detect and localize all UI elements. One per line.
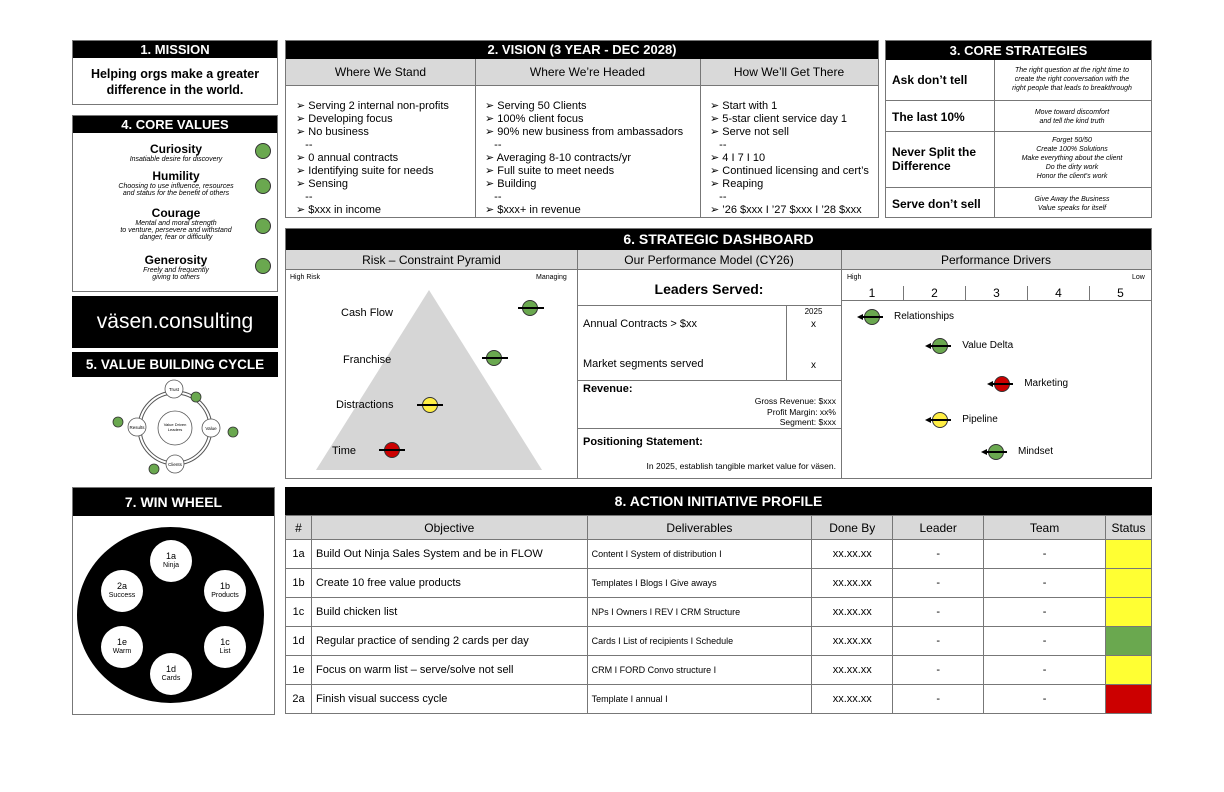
value-item-humility bbox=[103, 169, 249, 197]
list-item: -- bbox=[494, 139, 502, 151]
strategy-desc: Move toward discomfort and tell the kind truth bbox=[1034, 109, 1110, 125]
value-cycle-node-label: Results bbox=[129, 425, 145, 430]
list-item: ➢ Building bbox=[485, 178, 537, 190]
list-item: ➢ ’26 $xxx I ’27 $xxx I ’28 $xxx bbox=[710, 204, 862, 216]
driver-arrowhead-icon bbox=[925, 417, 931, 423]
value-cycle-node-label: Clients bbox=[168, 462, 182, 467]
value-cycle-center-label: Leaders bbox=[167, 427, 183, 432]
value-desc: Insatiable desire for discovery bbox=[129, 156, 223, 163]
wheel-node: 1b Products bbox=[204, 570, 246, 612]
driver-label: Value Delta bbox=[962, 340, 1014, 351]
row-leader: - bbox=[893, 627, 984, 656]
vision-col-headed-title: Where We’re Headed bbox=[475, 59, 700, 86]
win-wheel-header: 7. WIN WHEEL bbox=[73, 488, 274, 516]
value-item-generosity bbox=[103, 253, 249, 281]
row-done-by: xx.xx.xx bbox=[812, 569, 893, 598]
dashboard-header: 6. STRATEGIC DASHBOARD bbox=[286, 229, 1151, 250]
col-header: Done By bbox=[812, 516, 893, 540]
strategy-row bbox=[886, 100, 1151, 131]
list-item: ➢ Averaging 8-10 contracts/yr bbox=[485, 152, 631, 164]
value-desc: Mental and moral strength bbox=[135, 220, 217, 227]
value-item-curiosity bbox=[103, 142, 249, 163]
vision-col-get-there-title: How We’ll Get There bbox=[700, 59, 878, 86]
table-row bbox=[286, 569, 1152, 598]
value-cycle-node-label: Value bbox=[205, 426, 217, 431]
list-item: ➢ 100% client focus bbox=[485, 113, 584, 125]
value-name: Curiosity bbox=[149, 142, 202, 156]
list-item: ➢ Serve not sell bbox=[710, 126, 789, 138]
row-deliverables: Cards I List of recipients I Schedule bbox=[587, 627, 812, 656]
action-profile-header: 8. ACTION INITIATIVE PROFILE bbox=[285, 487, 1152, 515]
wheel-node: 1e Warm bbox=[101, 626, 143, 668]
value-desc: and status for the benefit of others bbox=[122, 190, 230, 197]
positioning-text: In 2025, establish tangible market value for väsen. bbox=[646, 461, 836, 471]
drivers-scale-tick: 2 bbox=[903, 286, 965, 300]
row-done-by: xx.xx.xx bbox=[812, 540, 893, 569]
row-team: - bbox=[984, 540, 1106, 569]
list-item: ➢ Identifying suite for needs bbox=[296, 165, 434, 177]
revenue-line: Gross Revenue: $xxx bbox=[754, 396, 836, 406]
perf-year-label: 2025 bbox=[804, 307, 823, 316]
driver-label: Relationships bbox=[894, 311, 955, 322]
pyramid-title: Risk – Constraint Pyramid bbox=[286, 250, 577, 270]
strategy-row bbox=[886, 60, 1151, 100]
row-number: 1d bbox=[286, 627, 312, 656]
vision-col-stand-title: Where We Stand bbox=[286, 59, 475, 86]
list-item: ➢ 0 annual contracts bbox=[296, 152, 399, 164]
list-item: ➢ Start with 1 bbox=[710, 100, 778, 112]
driver-label: Marketing bbox=[1024, 378, 1069, 389]
strategy-desc: Forget 50/50 Create 100% Solutions Make everything about the client Do the dirty work Honor the client’s work bbox=[1021, 137, 1123, 180]
list-item: ➢ No business bbox=[296, 126, 369, 138]
driver-arrowhead-icon bbox=[981, 449, 987, 455]
list-item: ➢ Continued licensing and cert’s bbox=[710, 165, 869, 177]
strategy-name: Never Split the Difference bbox=[892, 145, 977, 173]
perf-model-title: Our Performance Model (CY26) bbox=[577, 250, 841, 270]
list-item: ➢ 4 I 7 I 10 bbox=[710, 152, 766, 164]
row-status bbox=[1105, 569, 1151, 598]
row-done-by: xx.xx.xx bbox=[812, 598, 893, 627]
brand-logo bbox=[72, 296, 278, 348]
revenue-title: Revenue: bbox=[583, 383, 633, 395]
list-item: ➢ Reaping bbox=[710, 178, 764, 190]
mission-statement: Helping orgs make a greater difference in the world. bbox=[90, 67, 260, 97]
perf-row-value: x bbox=[811, 319, 816, 330]
row-deliverables: Template I annual I bbox=[587, 685, 812, 714]
value-cycle-status-dot bbox=[149, 464, 159, 474]
value-name: Humility bbox=[152, 169, 200, 183]
list-item: -- bbox=[305, 139, 313, 151]
row-team: - bbox=[984, 627, 1106, 656]
vision-list-headed bbox=[485, 100, 683, 217]
driver-arrowhead-icon bbox=[857, 314, 863, 320]
value-desc: danger, fear or difficulty bbox=[139, 234, 213, 241]
driver-arrowhead-icon bbox=[925, 343, 931, 349]
row-objective: Regular practice of sending 2 cards per day bbox=[311, 627, 587, 656]
win-wheel-disc bbox=[77, 527, 264, 703]
table-row bbox=[286, 598, 1152, 627]
table-row bbox=[286, 540, 1152, 569]
table-row bbox=[286, 656, 1152, 685]
col-header: Status bbox=[1105, 516, 1151, 540]
list-item: -- bbox=[305, 191, 313, 203]
core-values-panel bbox=[72, 115, 278, 292]
driver-label: Mindset bbox=[1018, 446, 1054, 457]
wheel-node: 1c List bbox=[204, 626, 246, 668]
wheel-node: 1a Ninja bbox=[150, 540, 192, 582]
revenue-line: Profit Margin: xx% bbox=[767, 406, 836, 417]
col-header: Team bbox=[984, 516, 1106, 540]
row-done-by: xx.xx.xx bbox=[812, 627, 893, 656]
row-team: - bbox=[984, 598, 1106, 627]
list-item: ➢ Serving 2 internal non-profits bbox=[296, 100, 449, 112]
action-profile-table bbox=[285, 515, 1152, 714]
row-number: 1a bbox=[286, 540, 312, 569]
row-status bbox=[1105, 598, 1151, 627]
value-desc: to venture, persevere and withstand bbox=[120, 227, 232, 234]
value-desc: Choosing to use influence, resources bbox=[118, 183, 234, 190]
strategy-desc: Give Away the Business Value speaks for itself bbox=[1034, 196, 1110, 212]
vision-panel bbox=[285, 40, 879, 218]
pyramid-marker bbox=[482, 357, 508, 359]
core-strategies-header: 3. CORE STRATEGIES bbox=[886, 41, 1151, 60]
value-desc: giving to others bbox=[152, 274, 200, 281]
drivers-low-label: Low bbox=[1132, 274, 1145, 281]
table-row bbox=[286, 627, 1152, 656]
value-cycle-svg bbox=[72, 378, 278, 478]
mission-panel bbox=[72, 40, 278, 105]
value-status-dot bbox=[255, 258, 271, 274]
row-objective: Create 10 free value products bbox=[311, 569, 587, 598]
row-deliverables: Templates I Blogs I Give aways bbox=[587, 569, 812, 598]
row-number: 2a bbox=[286, 685, 312, 714]
driver-arrowhead-icon bbox=[987, 381, 993, 387]
list-item: ➢ $xxx in income bbox=[296, 204, 382, 216]
row-number: 1b bbox=[286, 569, 312, 598]
drivers-scale-tick: 4 bbox=[1027, 286, 1089, 300]
win-wheel-panel bbox=[72, 487, 275, 715]
strategy-name: Ask don’t tell bbox=[892, 73, 968, 87]
perf-row-value: x bbox=[811, 360, 816, 371]
value-item-courage bbox=[103, 206, 249, 241]
row-objective: Build Out Ninja Sales System and be in FLOW bbox=[311, 540, 587, 569]
vision-list-get-there bbox=[710, 100, 869, 217]
pyramid-high-risk-label: High Risk bbox=[290, 274, 320, 281]
row-status bbox=[1105, 685, 1151, 714]
leaders-served-title: Leaders Served: bbox=[654, 281, 764, 297]
strategy-name: The last 10% bbox=[892, 110, 965, 124]
drivers-high-label: High bbox=[847, 274, 862, 281]
drivers-title: Performance Drivers bbox=[841, 250, 1151, 270]
row-leader: - bbox=[893, 685, 984, 714]
dashboard-panel bbox=[285, 228, 1152, 479]
row-status bbox=[1105, 627, 1151, 656]
value-cycle-status-dot bbox=[228, 427, 238, 437]
value-cycle-node-label: Trust bbox=[168, 387, 180, 392]
value-name: Generosity bbox=[144, 253, 208, 267]
perf-row-label: Market segments served bbox=[583, 358, 704, 370]
value-cycle-center-label: Value Driven bbox=[163, 422, 187, 427]
row-leader: - bbox=[893, 598, 984, 627]
pyramid-label: Time bbox=[332, 445, 357, 457]
row-leader: - bbox=[893, 540, 984, 569]
row-leader: - bbox=[893, 569, 984, 598]
strategy-row bbox=[886, 131, 1151, 187]
list-item: ➢ 90% new business from ambassadors bbox=[485, 126, 684, 138]
core-values-header: 4. CORE VALUES bbox=[73, 116, 277, 133]
strategy-desc: The right question at the right time to create the right conversation with the right people that leads to breakthrough bbox=[1012, 67, 1132, 92]
value-name: Courage bbox=[151, 206, 201, 220]
list-item: ➢ Serving 50 Clients bbox=[485, 100, 587, 112]
row-deliverables: NPs I Owners I REV I CRM Structure bbox=[587, 598, 812, 627]
revenue-line: Segment: $xxx bbox=[779, 417, 836, 427]
list-item: -- bbox=[719, 191, 727, 203]
pyramid-marker bbox=[417, 404, 443, 406]
drivers-scale bbox=[841, 284, 1151, 301]
vision-list-stand bbox=[296, 100, 449, 217]
drivers-area bbox=[841, 301, 1151, 477]
table-header-row bbox=[286, 516, 1152, 540]
value-status-dot bbox=[255, 178, 271, 194]
col-header: Leader bbox=[893, 516, 984, 540]
row-done-by: xx.xx.xx bbox=[812, 685, 893, 714]
row-objective: Focus on warm list – serve/solve not sell bbox=[311, 656, 587, 685]
value-cycle-diagram bbox=[72, 378, 278, 478]
wheel-node: 1d Cards bbox=[150, 653, 192, 695]
row-team: - bbox=[984, 656, 1106, 685]
row-objective: Build chicken list bbox=[311, 598, 587, 627]
pyramid-label: Distractions bbox=[336, 399, 394, 411]
table-row bbox=[286, 685, 1152, 714]
value-desc: Freely and frequently bbox=[143, 267, 209, 274]
col-header: Objective bbox=[311, 516, 587, 540]
list-item: ➢ Developing focus bbox=[296, 113, 393, 125]
value-status-dot bbox=[255, 143, 271, 159]
row-team: - bbox=[984, 685, 1106, 714]
positioning-title: Positioning Statement: bbox=[583, 436, 703, 448]
row-status bbox=[1105, 540, 1151, 569]
strategy-row bbox=[886, 187, 1151, 218]
wheel-node: 2a Success bbox=[101, 570, 143, 612]
list-item: -- bbox=[494, 191, 502, 203]
pyramid-label: Franchise bbox=[343, 354, 392, 366]
pyramid-label: Cash Flow bbox=[341, 307, 393, 319]
list-item: ➢ 5-star client service day 1 bbox=[710, 113, 847, 125]
drivers-scale-tick: 1 bbox=[868, 286, 876, 300]
driver-label: Pipeline bbox=[962, 414, 998, 425]
drivers-scale-tick: 3 bbox=[965, 286, 1027, 300]
row-objective: Finish visual success cycle bbox=[311, 685, 587, 714]
row-deliverables: Content I System of distribution I bbox=[587, 540, 812, 569]
row-number: 1c bbox=[286, 598, 312, 627]
perf-row-label: Annual Contracts > $xx bbox=[583, 318, 698, 330]
brand-name: väsen.consulting bbox=[96, 310, 254, 333]
value-status-dot bbox=[255, 218, 271, 234]
value-cycle-status-dot bbox=[191, 392, 201, 402]
value-cycle-status-dot bbox=[113, 417, 123, 427]
row-deliverables: CRM I FORD Convo structure I bbox=[587, 656, 812, 685]
row-number: 1e bbox=[286, 656, 312, 685]
strategy-name: Serve don’t sell bbox=[892, 197, 981, 211]
col-header: # bbox=[286, 516, 312, 540]
revenue-lines bbox=[686, 396, 836, 428]
row-status bbox=[1105, 656, 1151, 685]
core-strategies-panel bbox=[885, 40, 1152, 218]
row-team: - bbox=[984, 569, 1106, 598]
mission-header: 1. MISSION bbox=[73, 41, 277, 58]
pyramid-marker bbox=[518, 307, 544, 309]
list-item: ➢ $xxx+ in revenue bbox=[485, 204, 581, 216]
list-item: -- bbox=[719, 139, 727, 151]
pyramid-managing-label: Managing bbox=[536, 274, 567, 281]
vision-header: 2. VISION (3 YEAR - DEC 2028) bbox=[286, 41, 878, 59]
col-header: Deliverables bbox=[587, 516, 812, 540]
list-item: ➢ Full suite to meet needs bbox=[485, 165, 615, 177]
pyramid-marker bbox=[379, 449, 405, 451]
row-done-by: xx.xx.xx bbox=[812, 656, 893, 685]
row-leader: - bbox=[893, 656, 984, 685]
list-item: ➢ Sensing bbox=[296, 178, 349, 190]
value-cycle-header: 5. VALUE BUILDING CYCLE bbox=[72, 352, 278, 377]
drivers-scale-tick: 5 bbox=[1089, 286, 1151, 300]
